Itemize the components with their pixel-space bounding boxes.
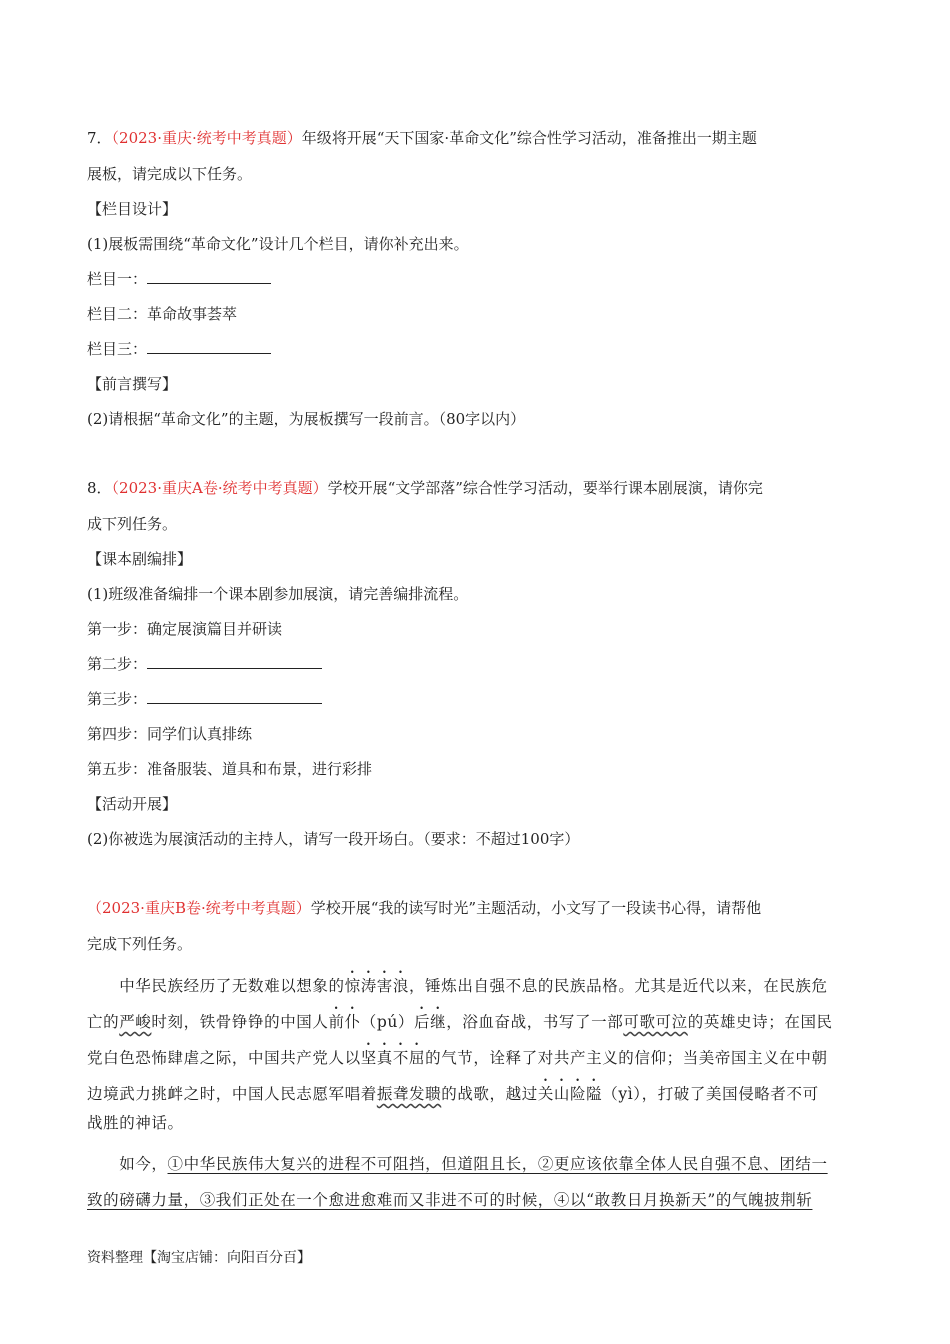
q8-task1: (1)班级准备编排一个课本剧参加展演，请完善编排流程。 xyxy=(87,585,469,603)
answer-blank[interactable] xyxy=(147,688,322,704)
passage-line: 战胜的神话。 xyxy=(87,1114,184,1132)
q7-stem-line1: 7．（2023·重庆·统考中考真题）年级将开展“天下国家·革命文化”综合性学习活动，准备推出一期主题 xyxy=(87,129,757,147)
dotted-word: 惊涛害浪 xyxy=(344,977,410,995)
q7-column3: 栏目三： xyxy=(87,338,271,360)
q8-step4: 第四步：同学们认真排练 xyxy=(87,725,253,743)
answer-blank[interactable] xyxy=(147,338,271,354)
q8-step2: 第二步： xyxy=(87,653,322,675)
q8-step5: 第五步：准备服装、道具和布景，进行彩排 xyxy=(87,760,373,778)
q8-section-activity: 【活动开展】 xyxy=(87,795,178,813)
passage-line xyxy=(87,1189,812,1211)
q7-column1: 栏目一： xyxy=(87,268,271,290)
answer-blank[interactable] xyxy=(147,268,271,284)
q9-stem-line1: （2023·重庆B卷·统考中考真题）学校开展“我的读写时光”主题活动，小文写了一段读书心得，请帮他 xyxy=(87,899,762,917)
q7-stem-line2: 展板，请完成以下任务。 xyxy=(87,165,253,183)
dotted-word: 坚真不屈 xyxy=(360,1049,426,1067)
q9-stem-line2: 完成下列任务。 xyxy=(87,935,193,953)
dotted-word: 关山险隘 xyxy=(537,1085,603,1103)
passage-line: 如今，①中华民族伟大复兴的进程不可阻挡，但道阻且长，②更应该依靠全体人民自强不息、团结一 xyxy=(87,1155,828,1173)
q8-stem-line1: 8．（2023·重庆A卷·统考中考真题）学校开展“文学部落”综合性学习活动，要举行课本剧展演，请你完 xyxy=(87,479,763,497)
q7-source: （2023·重庆·统考中考真题） xyxy=(111,129,302,147)
passage-line: 边境武力挑衅之时，中国人民志愿军唱着振聋发聩的战歌，越过关山险隘（yì），打破了美国侵略者不可 xyxy=(87,1085,819,1103)
q7-section-column-design: 【栏目设计】 xyxy=(87,200,178,218)
q7-section-preface: 【前言撰写】 xyxy=(87,375,178,393)
q9-source: （2023·重庆B卷·统考中考真题） xyxy=(87,899,311,917)
underlined-sentence: 致的磅礴力量，③我们正处在一个愈进愈难而又非进不可的时候，④以“敢教日月换新天”的气魄披荆斩 xyxy=(87,1191,813,1209)
q7-task2: (2)请根据“革命文化”的主题，为展板撰写一段前言。（80字以内） xyxy=(87,410,526,428)
passage-line: 亡的严峻时刻，铁骨铮铮的中国人前仆（pú）后继，浴血奋战，书写了一部可歌可泣的英雄史诗；在国民 xyxy=(87,1013,833,1031)
wavy-word: 振聋发聩 xyxy=(376,1085,442,1103)
q8-step1: 第一步：确定展演篇目并研读 xyxy=(87,620,283,638)
passage-line: 中华民族经历了无数难以想象的惊涛害浪，锤炼出自强不息的民族品格。尤其是近代以来，在民族危 xyxy=(87,977,828,995)
q8-stem-line2: 成下列任务。 xyxy=(87,515,178,533)
wavy-word: 严峻 xyxy=(119,1013,152,1031)
passage-line: 党白色恐怖肆虐之际，中国共产党人以坚真不屈的气节，诠释了对共产主义的信仰；当美帝国主义在中朝 xyxy=(87,1049,828,1067)
underlined-sentence: ①中华民族伟大复兴的进程不可阻挡，但道阻且长，②更应该依靠全体人民自强不息、团结一 xyxy=(167,1155,828,1173)
q7-column2: 栏目二：革命故事荟萃 xyxy=(87,305,238,323)
wavy-word: 可歌可泣 xyxy=(623,1013,688,1031)
q8-source: （2023·重庆A卷·统考中考真题） xyxy=(111,479,328,497)
dotted-word: 后继 xyxy=(414,1013,447,1031)
q8-task2: (2)你被选为展演活动的主持人，请写一段开场白。（要求：不超过100字） xyxy=(87,830,580,848)
footer-source: 资料整理【淘宝店铺：向阳百分百】 xyxy=(87,1250,311,1266)
q8-section-play: 【课本剧编排】 xyxy=(87,550,193,568)
q7-task1: (1)展板需围绕“革命文化”设计几个栏目，请你补充出来。 xyxy=(87,235,469,253)
dotted-word: 前仆 xyxy=(328,1013,361,1031)
q8-step3: 第三步： xyxy=(87,688,322,710)
answer-blank[interactable] xyxy=(147,653,322,669)
